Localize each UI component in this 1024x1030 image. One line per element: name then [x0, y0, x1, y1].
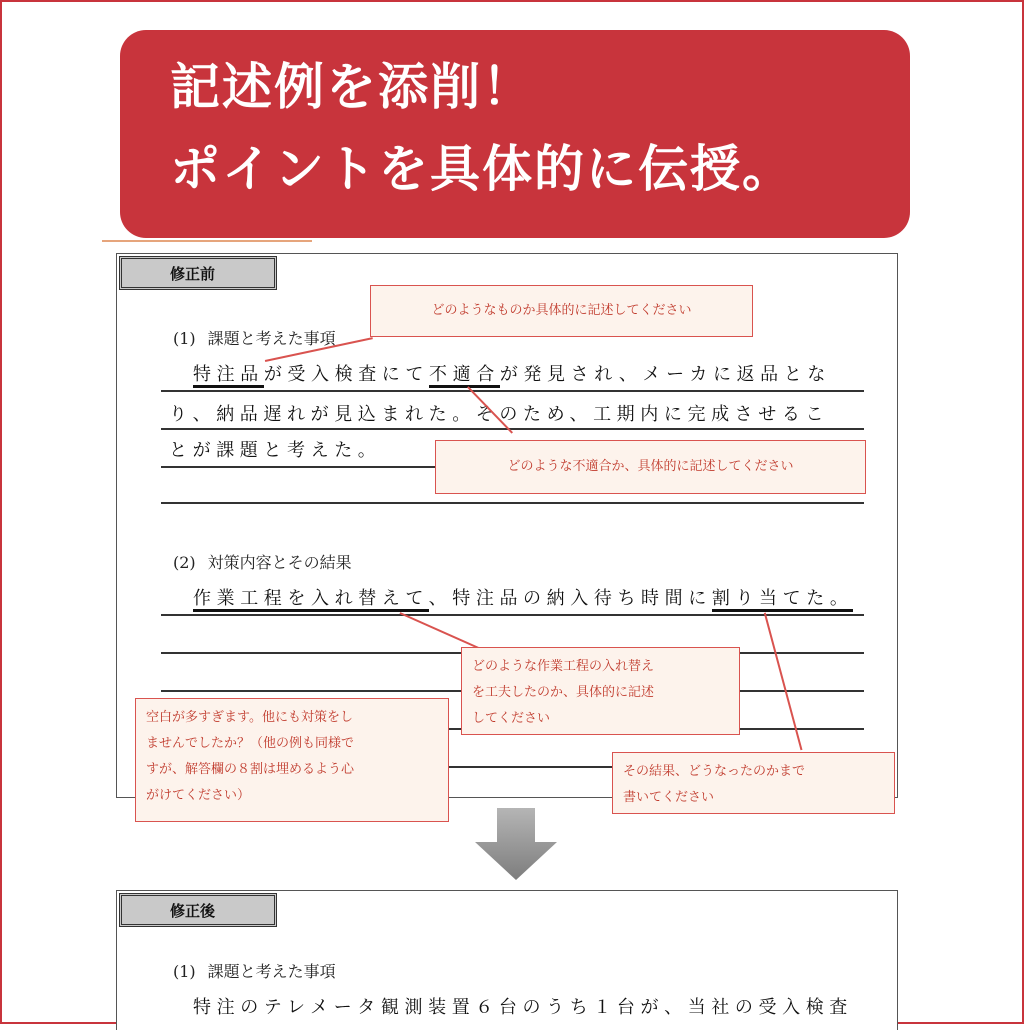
comment-note-3	[461, 647, 740, 735]
after-document	[116, 890, 898, 1030]
answer-line-4	[193, 584, 853, 610]
after-answer-line-1: 特注のテレメータ観測装置６台のうち１台が、当社の受入検査	[193, 997, 853, 1018]
answer-line-3: とが課題と考えた。	[169, 440, 382, 461]
after-section-1-heading	[173, 959, 336, 982]
note-line: すが、解答欄の８割は埋めるよう心	[146, 762, 355, 777]
answer-rule	[161, 502, 864, 504]
note-line: どのような作業工程の入れ替え	[472, 659, 655, 674]
note-line: を工夫したのか、具体的に記述	[472, 685, 655, 700]
comment-note-4	[135, 698, 449, 822]
note-line: 空白が多すぎます。他にも対策をし	[146, 710, 353, 725]
section-2-number: (2)	[173, 553, 196, 572]
after-tag: 修正後	[119, 893, 277, 927]
answer-rule	[161, 614, 864, 616]
section-1-heading	[173, 326, 336, 349]
before-tag: 修正前	[119, 256, 277, 290]
answer-text: が発見され、メーカに返品とな	[499, 364, 831, 385]
section-1-number: (1)	[173, 329, 196, 348]
note-line: がけてください）	[146, 788, 251, 803]
note-line: 書いてください	[623, 790, 715, 805]
underlined-term-futekigo: 不適合	[429, 364, 500, 388]
underlined-term-wariate: 割り当てた。	[712, 588, 854, 612]
after-section-1-title: 課題と考えた事項	[207, 962, 336, 981]
headline-line-2: ポイントを具体的に伝授。	[170, 140, 794, 198]
comment-note-1: どのようなものか具体的に記述してください	[370, 285, 753, 337]
note-line: してください	[472, 711, 551, 726]
note-line: その結果、どうなったのかまで	[623, 764, 806, 779]
down-arrow-icon	[475, 808, 557, 880]
comment-note-5	[612, 752, 895, 814]
answer-rule	[161, 428, 864, 430]
underlined-term-tokuchuhin: 特注品	[193, 364, 264, 388]
after-section-1-number: (1)	[173, 962, 196, 981]
answer-text: 、特注品の納入待ち時間に	[428, 588, 712, 609]
headline-banner	[120, 30, 910, 238]
section-2-title: 対策内容とその結果	[207, 553, 352, 572]
section-2-heading	[173, 550, 352, 573]
headline-line-1: 記述例を添削！	[170, 58, 534, 116]
answer-text: が受入検査にて	[263, 364, 430, 385]
section-1-title: 課題と考えた事項	[207, 329, 336, 348]
answer-rule	[161, 390, 864, 392]
answer-line-2: り、納品遅れが見込まれた。そのため、工期内に完成させるこ	[169, 404, 830, 425]
comment-note-2: どのような不適合か、具体的に記述してください	[435, 440, 866, 494]
answer-line-1	[193, 360, 831, 386]
accent-divider	[102, 240, 312, 242]
note-line: ませんでしたか？（他の例も同様で	[146, 736, 355, 751]
underlined-term-sagyo: 作業工程を入れ替えて	[193, 588, 429, 612]
